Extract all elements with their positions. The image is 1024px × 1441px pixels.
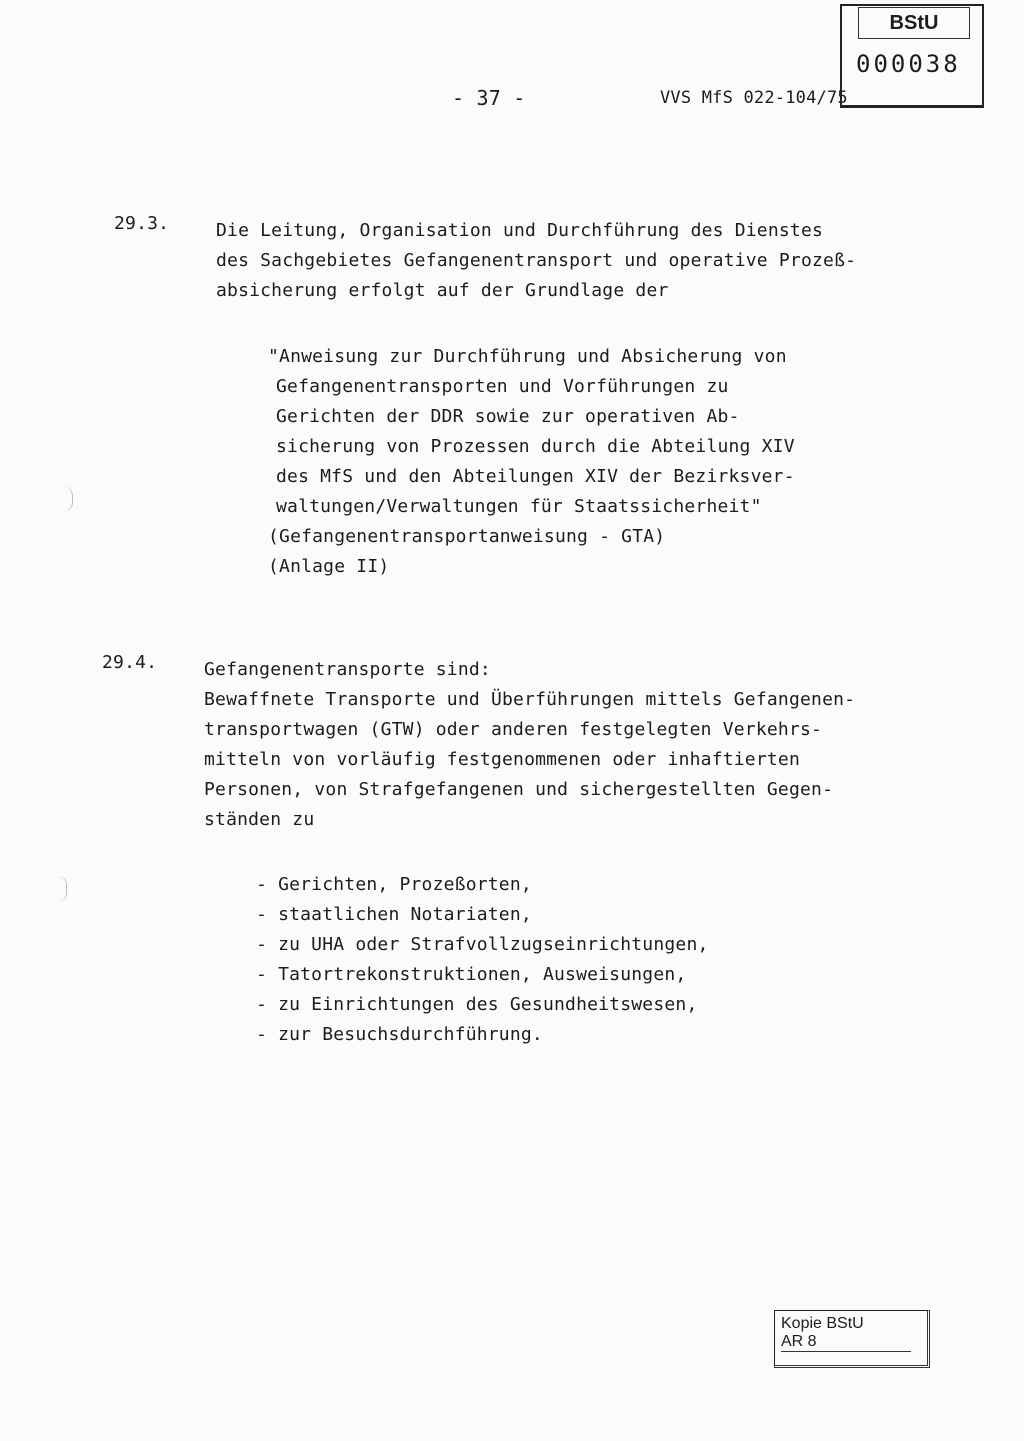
section-29-3-intro xyxy=(216,216,856,306)
text-line: mitteln von vorläufig festgenommenen oder inhaftierten xyxy=(204,749,800,770)
list-item: - Tatortrekonstruktionen, Ausweisungen, xyxy=(256,964,687,985)
text-line: absicherung erfolgt auf der Grundlage der xyxy=(216,280,669,301)
list-item: - Gerichten, Prozeßorten, xyxy=(256,874,532,895)
text-line: des Sachgebietes Gefangenentransport und operative Prozeß- xyxy=(216,250,857,271)
kopie-line-2: AR 8 xyxy=(781,1333,911,1352)
text-line: ständen zu xyxy=(204,809,315,830)
text-line: Die Leitung, Organisation und Durchführung des Dienstes xyxy=(216,220,824,241)
text-line: Bewaffnete Transporte und Überführungen mittels Gefangenen- xyxy=(204,689,856,710)
document-reference: VVS MfS 022-104/75 xyxy=(660,88,848,108)
text-line: transportwagen (GTW) oder anderen festgelegten Verkehrs- xyxy=(204,719,823,740)
list-item: - zu UHA oder Strafvollzugseinrichtungen, xyxy=(256,934,709,955)
quote-line: des MfS und den Abteilungen XIV der Bezirksver- xyxy=(276,466,795,487)
list-item: - staatlichen Notariaten, xyxy=(256,904,532,925)
section-number-29-4: 29.4. xyxy=(102,652,158,673)
quote-line: Gefangenentransporten und Vorführungen zu xyxy=(276,376,729,397)
list-item: - zur Besuchsdurchführung. xyxy=(256,1024,543,1045)
stamp-number: 000038 xyxy=(856,50,961,78)
bstu-archive-stamp xyxy=(840,4,984,108)
destination-list xyxy=(256,870,709,1050)
text-line: Personen, von Strafgefangenen und sichergestellten Gegen- xyxy=(204,779,834,800)
section-29-3-quote xyxy=(268,342,795,582)
page-number: - 37 - xyxy=(452,86,526,110)
quote-line: (Anlage II) xyxy=(268,556,390,577)
quote-line: waltungen/Verwaltungen für Staatssicherheit" xyxy=(276,496,762,517)
kopie-bstu-stamp xyxy=(774,1310,930,1368)
quote-line: (Gefangenentransportanweisung - GTA) xyxy=(268,526,666,547)
scan-mark xyxy=(58,876,67,902)
scan-mark xyxy=(62,486,73,512)
section-number-29-3: 29.3. xyxy=(114,213,170,234)
section-29-4-body xyxy=(204,655,855,835)
quote-line: "Anweisung zur Durchführung und Absicherung von xyxy=(268,346,787,367)
quote-line: sicherung von Prozessen durch die Abteilung XIV xyxy=(276,436,795,457)
text-line: Gefangenentransporte sind: xyxy=(204,659,491,680)
quote-line: Gerichten der DDR sowie zur operativen Ab- xyxy=(276,406,740,427)
stamp-org: BStU xyxy=(858,7,970,39)
kopie-line-1: Kopie BStU xyxy=(781,1315,864,1332)
list-item: - zu Einrichtungen des Gesundheitswesen, xyxy=(256,994,698,1015)
